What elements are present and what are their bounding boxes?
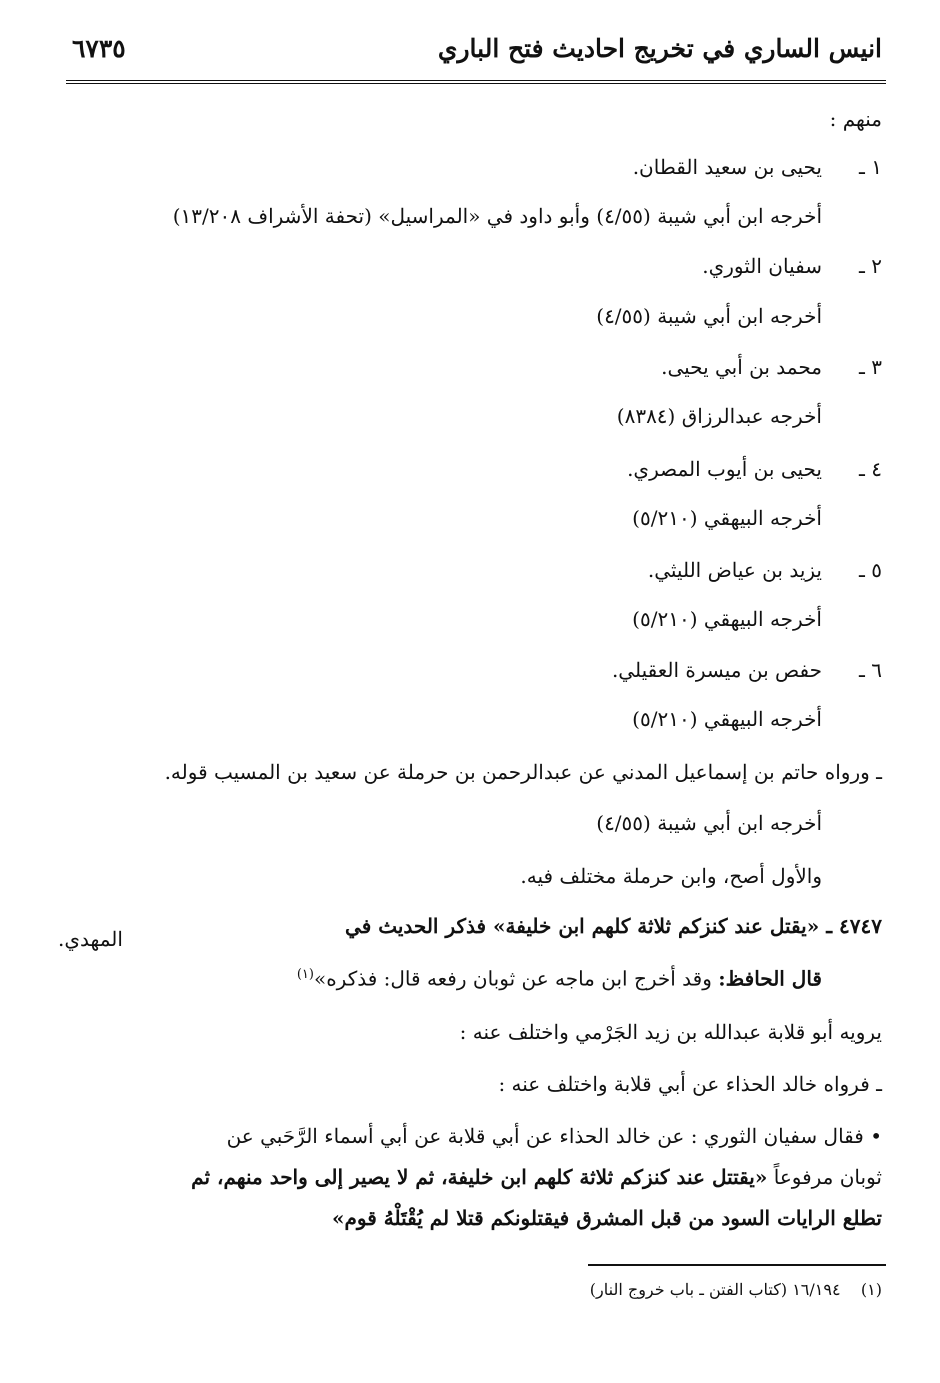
hafiz-label: قال الحافظ: [718, 966, 822, 991]
riwaya-text: ـ ورواه حاتم بن إسماعيل المدني عن عبدالرحمن بن حرملة عن سعيد بن المسيب قوله. [164, 760, 882, 784]
intro-line: منهم : [829, 107, 882, 131]
narrator-6-name: حفص بن ميسرة العقيلي. [611, 658, 822, 682]
hafiz-line [297, 960, 822, 994]
para-line2 [191, 1162, 882, 1192]
page-number: ٦٧٣٥ [72, 34, 126, 63]
narrator-3-number: ٣ ـ [859, 355, 882, 379]
header-divider [66, 80, 886, 84]
narrator-2-number: ٢ ـ [859, 254, 882, 278]
hadith-text-line2: المهدي. [58, 927, 123, 951]
narrator-2-name: سفيان الثوري. [702, 254, 822, 278]
footnote-reference: (١) [296, 967, 314, 982]
narrator-1-number: ١ ـ [859, 155, 882, 179]
narrator-5-source: أخرجه البيهقي (٥/٢١٠) [632, 607, 822, 631]
footnote-marker: (١) [860, 1280, 882, 1299]
narrator-5-number: ٥ ـ [859, 558, 882, 582]
para-line1: • فقال سفيان الثوري : عن خالد الحذاء عن أبي قلابة عن أبي أسماء الرَّحَبي عن [226, 1124, 882, 1148]
riwaya-source: أخرجه ابن أبي شيبة (٤/٥٥) [596, 811, 822, 835]
narrator-2-source: أخرجه ابن أبي شيبة (٤/٥٥) [596, 304, 822, 328]
narrator-6-number: ٦ ـ [859, 658, 882, 682]
narrator-1-name: يحيى بن سعيد القطان. [632, 155, 822, 179]
narrator-3-source: أخرجه عبدالرزاق (٨٣٨٤) [616, 404, 822, 428]
narrator-1-source: أخرجه ابن أبي شيبة (٤/٥٥) وأبو داود في «المراسيل» (تحفة الأشراف ١٣/٢٠٨) [172, 204, 822, 228]
para-line2-bold: «يقتتل عند كنزكم ثلاثة كلهم ابن خليفة، ثم لا يصير إلى واحد منهم، ثم [191, 1165, 768, 1189]
footnote-divider [588, 1264, 886, 1266]
narrator-6-source: أخرجه البيهقي (٥/٢١٠) [632, 707, 822, 731]
hadith-heading [345, 911, 882, 941]
narrator-4-name: يحيى بن أيوب المصري. [627, 457, 822, 481]
khalid-line: ـ فرواه خالد الحذاء عن أبي قلابة واختلف عنه : [498, 1072, 882, 1096]
hadith-number: ٤٧٤٧ ـ [826, 914, 882, 938]
riwaya-conclusion: والأول أصح، وابن حرملة مختلف فيه. [520, 864, 822, 888]
para-line3: تطلع الرايات السود من قبل المشرق فيقتلونكم قتلا لم يُقْتَلْهُ قوم» [331, 1206, 882, 1230]
narrator-3-name: محمد بن أبي يحيى. [661, 355, 822, 379]
running-header-title: انيس الساري في تخريج احاديث فتح الباري [437, 34, 882, 63]
para-line2-plain: ثوبان مرفوعاً [773, 1165, 882, 1189]
narrator-5-name: يزيد بن عياض الليثي. [647, 558, 822, 582]
hadith-text-line1: «يقتل عند كنزكم ثلاثة كلهم ابن خليفة» فذكر الحديث في [345, 914, 820, 938]
narrator-4-source: أخرجه البيهقي (٥/٢١٠) [632, 506, 822, 530]
rawi-line: يرويه أبو قلابة عبدالله بن زيد الجَرْمي واختلف عنه : [459, 1020, 882, 1044]
footnote [590, 1277, 882, 1303]
narrator-4-number: ٤ ـ [859, 457, 882, 481]
footnote-text: ١٦/١٩٤ (كتاب الفتن ـ باب خروج النار) [589, 1280, 841, 1299]
hafiz-text: وقد أخرج ابن ماجه عن ثوبان رفعه قال: فذكره» [313, 966, 712, 991]
